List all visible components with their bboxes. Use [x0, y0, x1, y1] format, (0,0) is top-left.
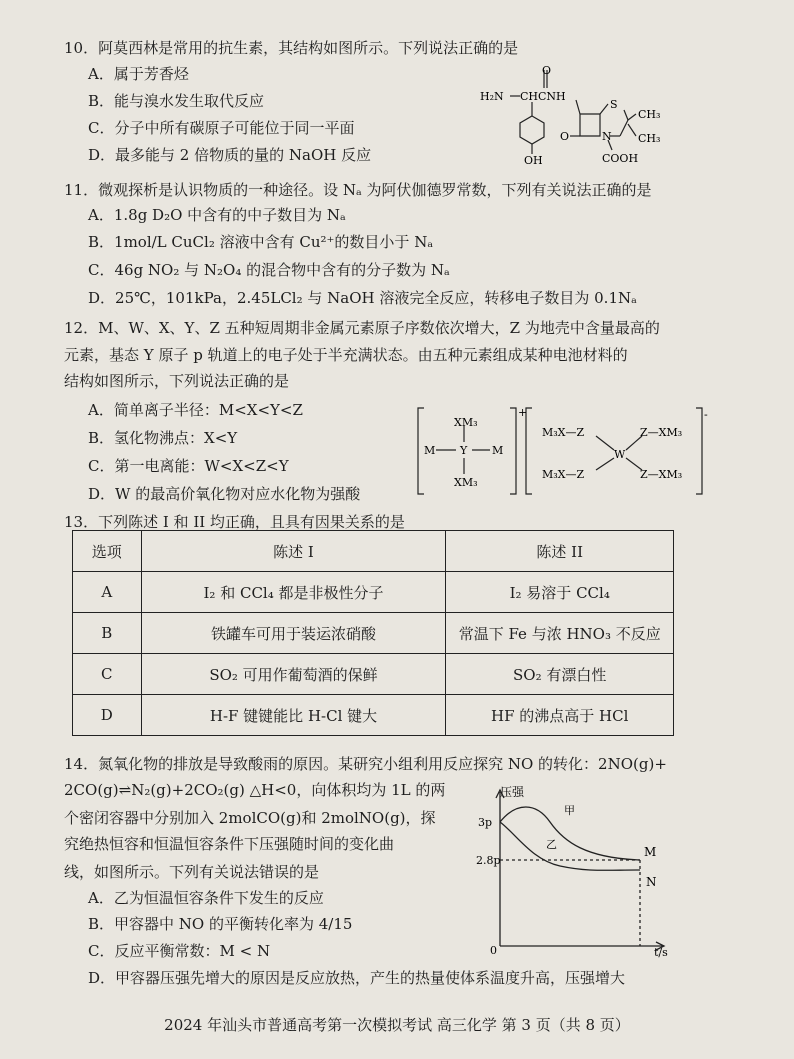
row-c-statement-1: SO₂ 可用作葡萄酒的保鲜	[141, 654, 446, 695]
sulfur-label: S	[610, 98, 618, 111]
table-row	[73, 654, 674, 695]
q13-table	[72, 530, 674, 736]
y-tick-3p: 3p	[478, 816, 493, 829]
q10-option-c: C．分子中所有碳原子可能位于同一平面	[88, 119, 355, 137]
row-d-statement-2: HF 的沸点高于 HCl	[446, 695, 674, 736]
w-label: W	[614, 448, 626, 461]
q12-stem-line3: 结构如图所示，下列说法正确的是	[64, 372, 290, 390]
carbonyl-o-label: O	[542, 64, 552, 77]
q10-stem: 10．阿莫西林是常用的抗生素，其结构如图所示。下列说法正确的是	[64, 39, 519, 57]
q11-option-b: B．1mol/L CuCl₂ 溶液中含有 Cu²⁺的数目小于 Nₐ	[88, 233, 434, 251]
q14-stem-line4: 究绝热恒容和恒温恒容条件下压强随时间的变化曲	[64, 835, 395, 853]
header-statement-1: 陈述 I	[141, 531, 446, 572]
label-jia: 甲	[564, 804, 575, 817]
table-header-row	[73, 531, 674, 572]
table-row	[73, 613, 674, 654]
ch3-a-label: CH₃	[638, 108, 661, 121]
cooh-label: COOH	[602, 152, 639, 165]
q14-option-c: C．反应平衡常数：M < N	[88, 942, 271, 960]
point-m-label: M	[644, 845, 657, 859]
q14-option-a: A．乙为恒温恒容条件下发生的反应	[88, 889, 324, 907]
q14-option-d: D．甲容器压强先增大的原因是反应放热，产生的热量使体系温度升高，压强增大	[88, 969, 626, 987]
header-option: 选项	[73, 531, 142, 572]
table-row	[73, 695, 674, 736]
row-c-option: C	[73, 654, 142, 695]
chnh-label: CHCNH	[520, 90, 566, 103]
y-tick-2-8p: 2.8p	[476, 854, 501, 867]
y-label: Y	[460, 444, 468, 457]
q11-option-c: C．46g NO₂ 与 N₂O₄ 的混合物中含有的分子数为 Nₐ	[88, 261, 450, 279]
ring-n-label: N	[602, 130, 612, 143]
q10-option-b: B．能与溴水发生取代反应	[88, 92, 265, 110]
point-n-label: N	[646, 875, 657, 889]
q11-stem: 11．微观探析是认识物质的一种途径。设 Nₐ 为阿伏伽德罗常数，下列有关说法正确的是	[64, 181, 652, 199]
q14-stem-line1: 14．氮氧化物的排放是导致酸雨的原因。某研究小组利用反应探究 NO 的转化：2NO(g)+	[64, 755, 667, 773]
curve-yi	[500, 822, 640, 870]
q12-option-a: A．简单离子半径：M<X<Y<Z	[88, 401, 303, 419]
q14-option-b: B．甲容器中 NO 的平衡转化率为 4/15	[88, 915, 353, 933]
q12-option-b: B．氢化物沸点：X<Y	[88, 429, 238, 447]
q13-stem: 13．下列陈述 I 和 II 均正确，且具有因果关系的是	[64, 513, 405, 531]
h2n-label: H₂N	[480, 90, 504, 103]
graph-ylabel: 压强	[500, 785, 525, 799]
row-d-option: D	[73, 695, 142, 736]
graph-origin: 0	[490, 944, 497, 957]
q14-stem-line3: 个密闭容器中分别加入 2molCO(g)和 2molNO(g)，探	[64, 809, 436, 827]
ch3-b-label: CH₃	[638, 132, 661, 145]
q12-option-d: D．W 的最高价氧化物对应水化物为强酸	[88, 485, 361, 503]
row-a-statement-1: I₂ 和 CCl₄ 都是非极性分子	[141, 572, 446, 613]
oh-label: OH	[524, 154, 543, 167]
lactam-o-label: O	[560, 130, 570, 143]
row-a-option: A	[73, 572, 142, 613]
amoxicillin-structure	[476, 64, 696, 172]
anion-charge: -	[704, 408, 708, 421]
cation-charge: +	[518, 406, 528, 419]
m-left-label: M	[424, 444, 436, 457]
ionic-structure	[414, 404, 714, 500]
graph-xlabel: t/s	[654, 946, 668, 959]
q12-option-c: C．第一电离能：W<X<Z<Y	[88, 457, 289, 475]
z-xm3-bottom-label: Z—XM₃	[640, 468, 683, 481]
table-row	[73, 572, 674, 613]
q14-stem-line2: 2CO(g)⇌N₂(g)+2CO₂(g) △H<0，向体积均为 1L 的两	[64, 781, 446, 799]
xm3-top-label: XM₃	[454, 416, 478, 429]
page-footer: 2024 年汕头市普通高考第一次模拟考试 高三化学 第 3 页（共 8 页）	[164, 1016, 630, 1034]
xm3-bottom-label: XM₃	[454, 476, 478, 489]
q14-stem-line5: 线，如图所示。下列有关说法错误的是	[64, 863, 320, 881]
pressure-time-graph	[476, 782, 676, 960]
q11-option-a: A．1.8g D₂O 中含有的中子数目为 Nₐ	[88, 206, 346, 224]
q12-stem-line2: 元素，基态 Y 原子 p 轨道上的电子处于半充满状态。由五种元素组成某种电池材料的	[64, 346, 628, 364]
row-a-statement-2: I₂ 易溶于 CCl₄	[446, 572, 674, 613]
header-statement-2: 陈述 II	[446, 531, 674, 572]
q10-option-a: A．属于芳香烃	[88, 65, 189, 83]
q12-stem-line1: 12．M、W、X、Y、Z 五种短周期非金属元素原子序数依次增大，Z 为地壳中含量最高的	[64, 319, 660, 337]
m-right-label: M	[492, 444, 504, 457]
m3x-z-bottom-label: M₃X—Z	[542, 468, 585, 481]
m3x-z-top-label: M₃X—Z	[542, 426, 585, 439]
row-b-statement-1: 铁罐车可用于装运浓硝酸	[141, 613, 446, 654]
label-yi: 乙	[546, 838, 557, 851]
row-b-statement-2: 常温下 Fe 与浓 HNO₃ 不反应	[446, 613, 674, 654]
row-b-option: B	[73, 613, 142, 654]
q11-option-d: D．25℃，101kPa，2.45LCl₂ 与 NaOH 溶液完全反应，转移电子数目为 0.1Nₐ	[88, 289, 637, 307]
z-xm3-top-label: Z—XM₃	[640, 426, 683, 439]
row-d-statement-1: H-F 键键能比 H-Cl 键大	[141, 695, 446, 736]
row-c-statement-2: SO₂ 有漂白性	[446, 654, 674, 695]
q10-option-d: D．最多能与 2 倍物质的量的 NaOH 反应	[88, 146, 372, 164]
